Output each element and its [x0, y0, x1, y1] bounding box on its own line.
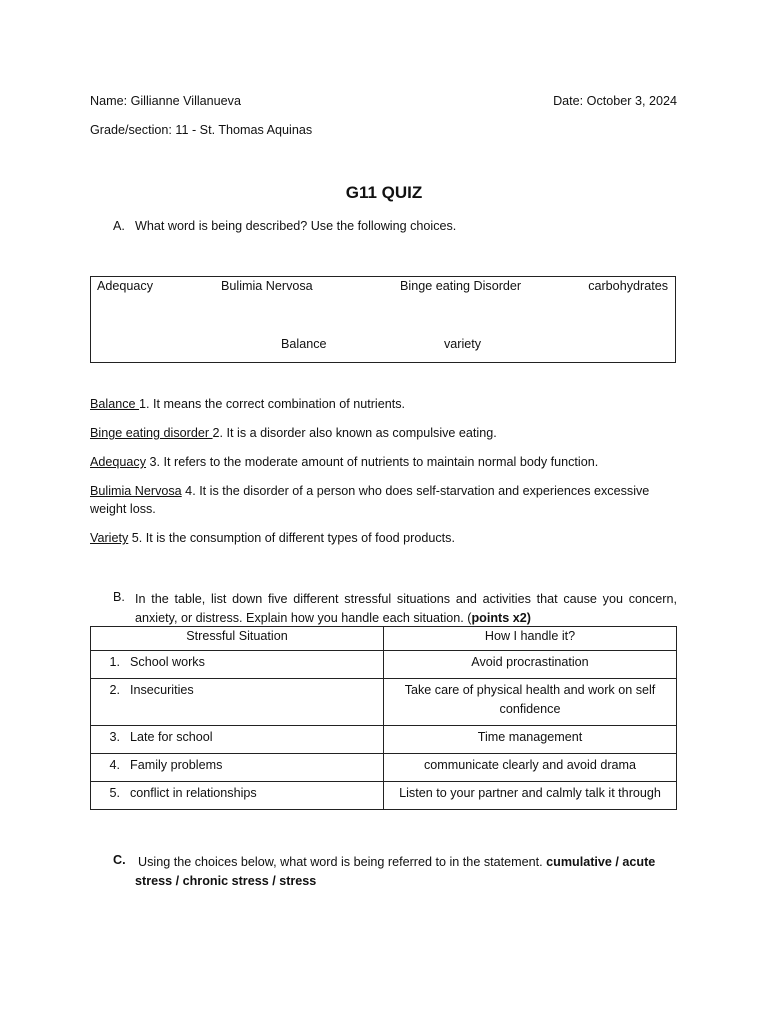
grade-section: Grade/section: 11 - St. Thomas Aquinas — [90, 123, 313, 137]
choice-binge-eating-disorder: Binge eating Disorder — [400, 279, 522, 293]
answer-text: 1. It means the correct combination of nutrients. — [139, 397, 406, 411]
answer-text: 5. It is the consumption of different types of food products. — [128, 531, 455, 545]
section-b-points: points x2) — [471, 610, 531, 625]
situation-cell — [91, 651, 384, 679]
situation-text: Late for school — [130, 730, 213, 744]
table-row — [91, 726, 677, 754]
situation-text: Insecurities — [130, 683, 194, 697]
situation-text: conflict in relationships — [130, 786, 257, 800]
answer-blank: Adequacy — [90, 455, 147, 469]
row-number: 4. — [109, 758, 120, 772]
choice-variety: variety — [444, 337, 482, 351]
choices-box — [90, 276, 676, 363]
handle-cell: Avoid procrastination — [384, 651, 677, 679]
section-c-instruction — [135, 853, 677, 890]
answer-text: 4. It is the disorder of a person who does self-starvation and experiences excessive weight loss. — [90, 484, 650, 516]
situation-cell — [91, 726, 384, 754]
handle-cell: communicate clearly and avoid drama — [384, 754, 677, 782]
choice-balance: Balance — [281, 337, 327, 351]
handle-cell: Take care of physical health and work on self confidence — [384, 679, 677, 726]
row-number: 3. — [109, 730, 120, 744]
quiz-date: Date: October 3, 2024 — [553, 94, 677, 108]
section-c-marker: C. — [113, 853, 126, 867]
answer-item-5 — [90, 529, 678, 547]
answer-item-1 — [90, 395, 678, 413]
table-row — [91, 782, 677, 810]
stress-table — [90, 626, 677, 810]
table-header-row — [91, 627, 677, 651]
handle-cell: Listen to your partner and calmly talk it through — [384, 782, 677, 810]
table-row — [91, 754, 677, 782]
handle-cell: Time management — [384, 726, 677, 754]
answer-item-2 — [90, 424, 678, 442]
choice-carbohydrates: carbohydrates — [588, 279, 668, 293]
situation-text: Family problems — [130, 758, 223, 772]
row-number: 2. — [109, 683, 120, 697]
choice-adequacy: Adequacy — [97, 279, 154, 293]
situation-cell — [91, 754, 384, 782]
answer-blank: Balance — [90, 397, 140, 411]
header-stressful-situation: Stressful Situation — [91, 627, 384, 651]
answer-item-3 — [90, 453, 678, 471]
situation-cell — [91, 782, 384, 810]
section-c-instruction-text: Using the choices below, what word is being referred to in the statement. — [138, 855, 547, 869]
section-b-marker: B. — [113, 590, 125, 604]
section-b-instruction — [135, 590, 677, 627]
choice-bulimia-nervosa: Bulimia Nervosa — [221, 279, 313, 293]
situation-cell — [91, 679, 384, 726]
answer-item-4 — [90, 482, 678, 518]
header-how-i-handle-it: How I handle it? — [384, 627, 677, 651]
student-name: Name: Gillianne Villanueva — [90, 94, 241, 108]
page-title: G11 QUIZ — [345, 183, 423, 202]
answer-text: 2. It is a disorder also known as compulsive eating. — [212, 426, 497, 440]
section-b-instruction-text: In the table, list down five different stressful situations and activities that cause you concern, anxiety, or distress. Explain how you handle each situation. ( — [135, 592, 677, 625]
table-row — [91, 651, 677, 679]
answer-text: 3. It refers to the moderate amount of nutrients to maintain normal body function. — [146, 455, 599, 469]
section-a-instruction: What word is being described? Use the following choices. — [135, 219, 457, 233]
row-number: 5. — [109, 786, 120, 800]
section-a-marker: A. — [113, 219, 125, 233]
answer-blank: Variety — [90, 531, 129, 545]
row-number: 1. — [109, 655, 120, 669]
situation-text: School works — [130, 655, 205, 669]
section-c-choices: cumulative / acute stress / chronic stress / stress — [135, 855, 656, 888]
table-row — [91, 679, 677, 726]
answer-blank: Bulimia Nervosa — [90, 484, 182, 498]
answer-blank: Binge eating disorder — [90, 426, 213, 440]
